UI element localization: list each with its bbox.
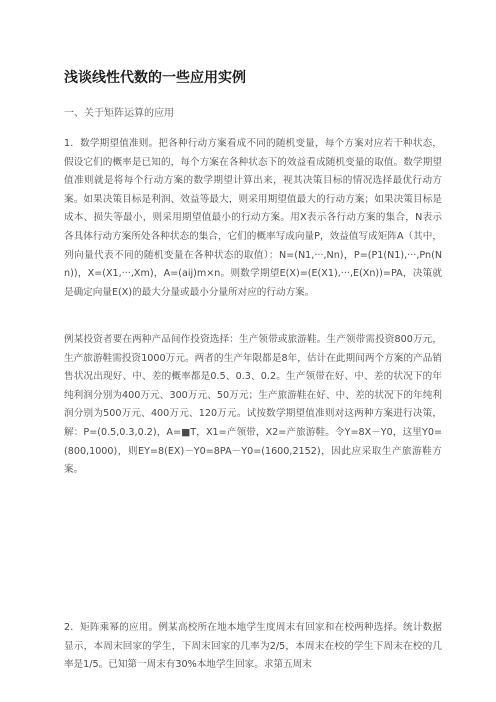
paragraph-expected-value-criterion: 1．数学期望值准则。把各种行动方案看成不同的随机变量，每个方案对应若干种状态，假设它们的概率是已知的，每个方案在各种状态下的效益看成随机变量的取值。数学期望值准则就是将每个行动方案的数学期望计算出来，视其决策目标的情况选择最优行动方案。如果决策目标是利润、效益等最大，则采用期望值最大的行动方案；如果决策目标是成本、损失等最小，则采用期望值最小的行动方案。用X表示各行动方案的集合，N表示各具体行动方案所处各种状态的集合，它们的概率写成向量P，效益值写成矩阵A（其中，列向量代表不同的随机变量在各种状态的取值）：N=(N1,···,Nn)，P=(P1(N1),···,Pn(Nn))，X=(X1,···,Xm)，A=(aij)m×n。则数学期望E(X)=(E(X1),···,E(Xn))=PA，决策就是确定向量E(X)的最大分量或最小分量所对应的行动方案。: [64, 138, 442, 298]
document-title: 浅谈线性代数的一些应用实例: [64, 70, 246, 86]
section-heading: 一、关于矩阵运算的应用: [64, 108, 174, 119]
paragraph-matrix-power: 2．矩阵乘幂的应用。例某高校所在地本地学生度周末有回家和在校两种选择。统计数据显示，本周末回家的学生，下周末回家的几率为2/5，本周末在校的学生下周末在校的几率是1/5。已知第一周末有30%本地学生回家。求第五周末: [64, 622, 442, 671]
paragraph-investment-example: 例某投资者要在两种产品间作投资选择：生产领带或旅游鞋。生产领带需投资800万元，生产旅游鞋需投资1000万元。两者的生产年限都是8年，估计在此期间两个方案的产品销售状况出现好、中、差的概率都是0.5、0.3、0.2。生产领带在好、中、差的状况下的年纯利润分别为400万元、300万元、50万元；生产旅游鞋在好、中、差的状况下的年纯利润分别为500万元、400万元、120万元。试按数学期望值准则对这两种方案进行决策，解：P=(0.5,0.3,0.2)，A=■T，X1=产领带，X2=产旅游鞋。令Y=8X－Y0，这里Y0=(800,1000)，则EY=8(EX)－Y0=8PA－Y0=(1600,2152)，因此应采取生产旅游鞋方案。: [64, 334, 442, 476]
